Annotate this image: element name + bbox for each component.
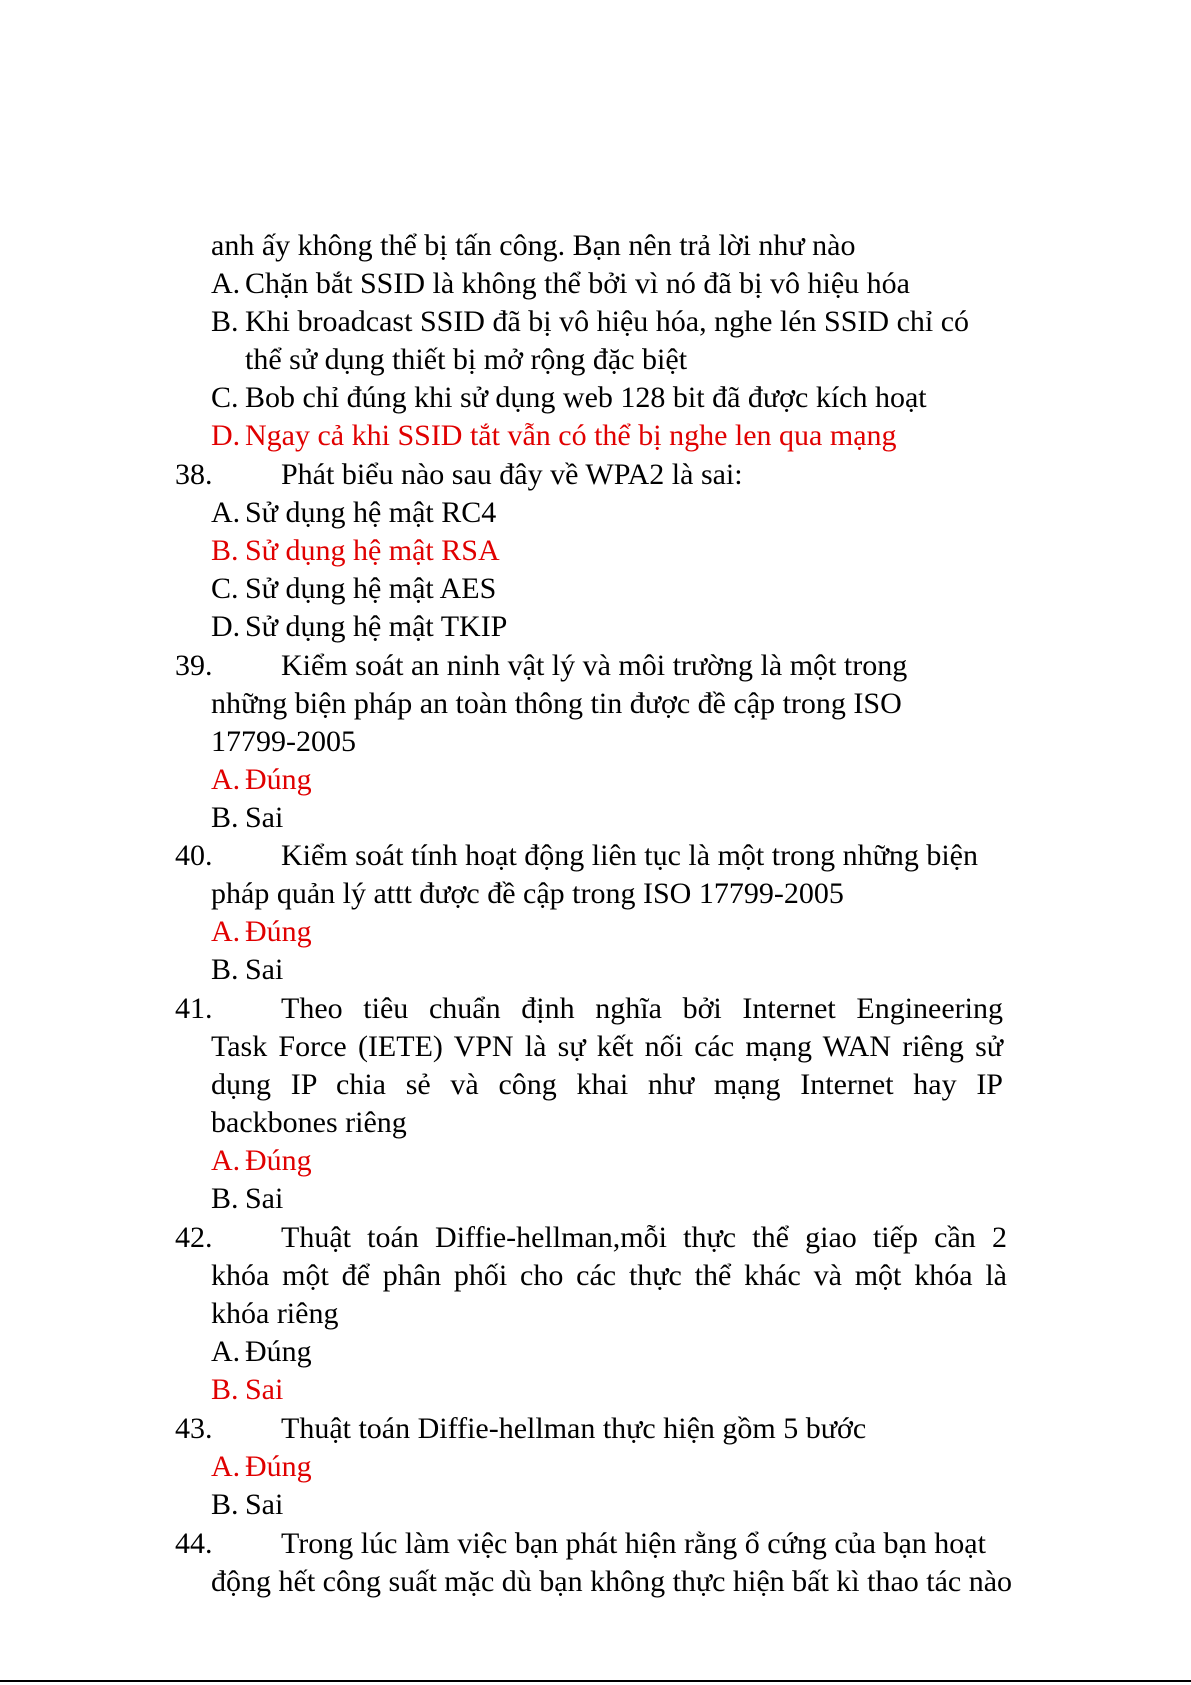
q41-option-b [211,1181,283,1217]
q42-option-b-correct [211,1372,283,1408]
question-43-text: Thuật toán Diffie-hellman thực hiện gồm 5 bước [281,1412,867,1445]
option-text: Đúng [245,1335,312,1368]
question-44-line-2: động hết công suất mặc dù bạn không thực hiện bất kì thao tác nào [211,1565,1013,1598]
question-42-line-2: khóa một để phân phối cho các thực thể khác và một khóa là [211,1259,1007,1292]
option-text: Đúng [245,915,312,948]
question-44-line-1: Trong lúc làm việc bạn phát hiện rằng ổ cứng của bạn hoạt [281,1527,986,1560]
page-bottom-rule [0,1680,1191,1682]
option-text: Sử dụng hệ mật TKIP [245,610,508,643]
option-letter: B. [211,1182,239,1215]
q39-option-a-correct [211,762,312,798]
question-41-line-2: Task Force (IETE) VPN là sự kết nối các mạng WAN riêng sử [211,1030,1003,1063]
option-letter: A. [211,267,241,300]
q43-option-a-correct [211,1449,312,1485]
question-41-line-4: backbones riêng [211,1106,407,1139]
option-letter: C. [211,572,239,605]
q37-option-a [211,266,910,302]
q43-option-b [211,1487,283,1523]
option-text: Đúng [245,763,312,796]
question-41-line-1: Theo tiêu chuẩn định nghĩa bởi Internet Engineering [281,992,1003,1025]
q42-option-a [211,1334,312,1370]
question-37-continuation: anh ấy không thể bị tấn công. Bạn nên trả lời như nào [211,229,856,262]
option-letter: A. [211,915,241,948]
question-39-line-1: Kiểm soát an ninh vật lý và môi trường là một trong [281,649,908,682]
q41-option-a-correct [211,1143,312,1179]
question-40-line-2: pháp quản lý attt được đề cập trong ISO 17799-2005 [211,877,844,910]
q39-option-b [211,800,283,836]
q38-option-d [211,609,507,645]
question-number: 39. [175,649,213,682]
q40-option-b [211,952,283,988]
option-text: Sử dụng hệ mật RSA [245,534,500,567]
option-letter: A. [211,1144,241,1177]
question-42-line-1: Thuật toán Diffie-hellman,mỗi thực thể giao tiếp cần 2 [281,1221,1007,1254]
option-text: Khi broadcast SSID đã bị vô hiệu hóa, nghe lén SSID chỉ có [245,305,970,338]
q38-option-a [211,495,496,531]
option-text: Sai [245,1373,284,1406]
option-letter: B. [211,801,239,834]
option-letter: B. [211,953,239,986]
option-text: Sử dụng hệ mật RC4 [245,496,497,529]
question-number: 44. [175,1527,213,1560]
question-number: 42. [175,1221,213,1254]
question-38-text: Phát biểu nào sau đây về WPA2 là sai: [281,458,743,491]
q40-option-a-correct [211,914,312,950]
option-letter: A. [211,763,241,796]
option-text: Đúng [245,1450,312,1483]
option-letter: C. [211,381,239,414]
q38-option-c [211,571,496,607]
option-text: Đúng [245,1144,312,1177]
question-39-line-2: những biện pháp an toàn thông tin được đề cập trong ISO [211,687,902,720]
option-text: Chặn bắt SSID là không thể bởi vì nó đã bị vô hiệu hóa [245,267,910,300]
question-number: 38. [175,458,213,491]
option-letter: D. [211,419,241,452]
option-letter: D. [211,610,241,643]
option-letter: B. [211,1488,239,1521]
question-42-line-3: khóa riêng [211,1297,339,1330]
q37-option-c [211,380,927,416]
question-number: 40. [175,839,213,872]
q37-option-d-correct [211,418,897,454]
option-text: Sử dụng hệ mật AES [245,572,497,605]
option-letter: B. [211,1373,239,1406]
question-39-line-3: 17799-2005 [211,725,356,758]
question-number: 41. [175,992,213,1025]
option-letter: A. [211,496,241,529]
option-text: Sai [245,953,284,986]
option-letter: B. [211,305,239,338]
question-number: 43. [175,1412,213,1445]
q37-option-b-continuation: thể sử dụng thiết bị mở rộng đặc biệt [245,343,688,376]
question-41-line-3: dụng IP chia sẻ và công khai như mạng Internet hay IP [211,1068,1003,1101]
q37-option-b [211,304,969,340]
option-text: Bob chỉ đúng khi sử dụng web 128 bit đã được kích hoạt [245,381,927,414]
option-text: Sai [245,1488,284,1521]
option-text: Sai [245,801,284,834]
option-letter: A. [211,1450,241,1483]
q38-option-b-correct [211,533,500,569]
option-letter: B. [211,534,239,567]
option-letter: A. [211,1335,241,1368]
option-text: Sai [245,1182,284,1215]
option-text: Ngay cả khi SSID tắt vẫn có thể bị nghe len qua mạng [245,419,897,452]
question-40-line-1: Kiểm soát tính hoạt động liên tục là một trong những biện [281,839,978,872]
